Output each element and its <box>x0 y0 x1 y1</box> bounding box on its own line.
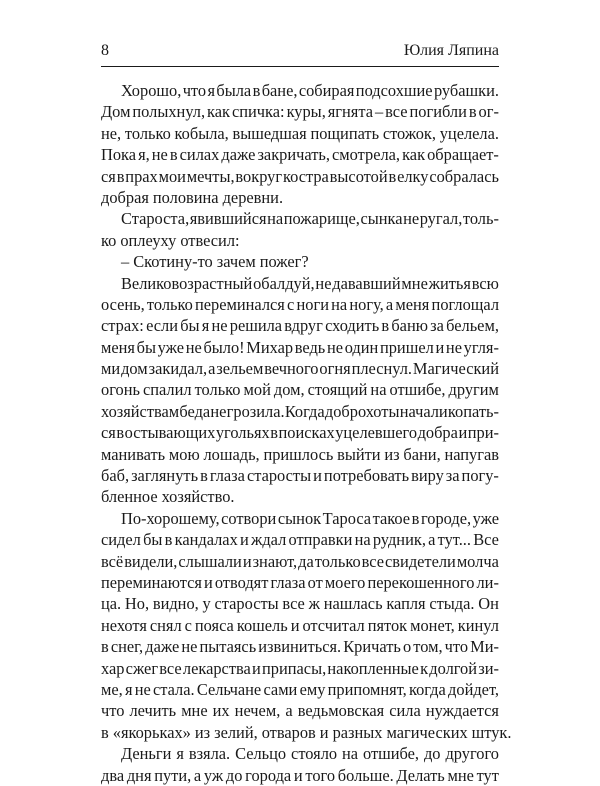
text-line: ца. Но, видно, у старосты все ж нашлась капля стыда. Он <box>101 594 499 614</box>
text-line: баб, заглянуть в глаза старосты и потребовать виру за погу- <box>101 466 499 486</box>
text-line: в снег, даже не пытаясь извиниться. Кричать о том, что Ми- <box>101 637 499 657</box>
text-line: всё видели, слышали и знают, да только все свидетели молча <box>101 551 499 571</box>
text-line: два дня пути, а уж до города и того больше. Делать мне тут <box>101 765 499 785</box>
running-head: Юлия Ляпина <box>403 42 499 59</box>
page-header <box>101 40 499 66</box>
text-line: – Скотину-то зачем пожег? <box>121 252 309 272</box>
text-line: Великовозрастный обалдуй, не дававший мне житья всю <box>121 273 499 293</box>
text-line: осень, только переминался с ноги на ногу, а меня поглощал <box>101 294 499 314</box>
text-line: бленное хозяйство. <box>101 487 235 507</box>
text-line: хар сжег все лекарства и припасы, накопленные к долгой зи- <box>101 658 499 678</box>
header-rule <box>101 66 499 67</box>
text-line: ми дом закидал, а зельем вечного огня плеснул. Магический <box>101 359 499 379</box>
text-line: огонь спалил только мой дом, стоящий на отшибе, другим <box>101 380 499 400</box>
text-line: в «якорьках» из зелий, отваров и разных магических штук. <box>101 722 512 742</box>
text-line: переминаются и отводят глаза от моего перекошенного ли- <box>101 572 499 592</box>
page-number: 8 <box>101 42 109 59</box>
text-line: Хорошо, что я была в бане, собирая подсохшие рубашки. <box>121 81 499 100</box>
text-line: Деньги я взяла. Сельцо стояло на отшибе, до другого <box>121 744 499 764</box>
text-line: страх: если бы я не решила вдруг сходить в баню за бельем, <box>101 316 499 336</box>
text-line: Староста, явившийся на пожарище, сынка не ругал, толь- <box>121 209 499 229</box>
text-line: не, только кобыла, вышедшая пощипать стожок, уцелела. <box>101 123 499 143</box>
text-line: манивать мою лошадь, пришлось выйти из бани, напугав <box>101 444 499 464</box>
text-line: что лечить мне их нечем, а ведьмовская сила нуждается <box>101 701 499 721</box>
text-line: Дом полыхнул, как спичка: куры, ягнята – все погибли в ог- <box>101 102 499 122</box>
text-line: ко оплеуху отвесил: <box>101 230 240 250</box>
text-line: ся в остывающих угольях в поисках уцелевшего добра и при- <box>101 423 499 443</box>
text-line: нехотя снял с пояса кошель и отсчитал пяток монет, кинул <box>101 615 499 635</box>
text-line: хозяйствам беда не грозила. Когда доброхоты начали копать- <box>101 401 499 421</box>
text-line: Пока я, не в силах даже закричать, смотрела, как обращает- <box>101 145 499 165</box>
text-line: ме, я не стала. Сельчане сами ему припомнят, когда дойдет, <box>101 679 499 699</box>
text-line: меня бы уже не было! Михар ведь не один пришел и не угля- <box>101 337 499 357</box>
body-text <box>101 80 512 786</box>
text-line: сидел бы в кандалах и ждал отправки на рудник, а тут... Все <box>101 530 499 550</box>
text-line: ся в прах мои мечты, вокруг костра высотой в елку собралась <box>101 166 499 186</box>
text-line: По-хорошему, сотвори сынок Тароса такое в городе, уже <box>121 508 499 528</box>
text-line: добрая половина деревни. <box>101 187 284 207</box>
